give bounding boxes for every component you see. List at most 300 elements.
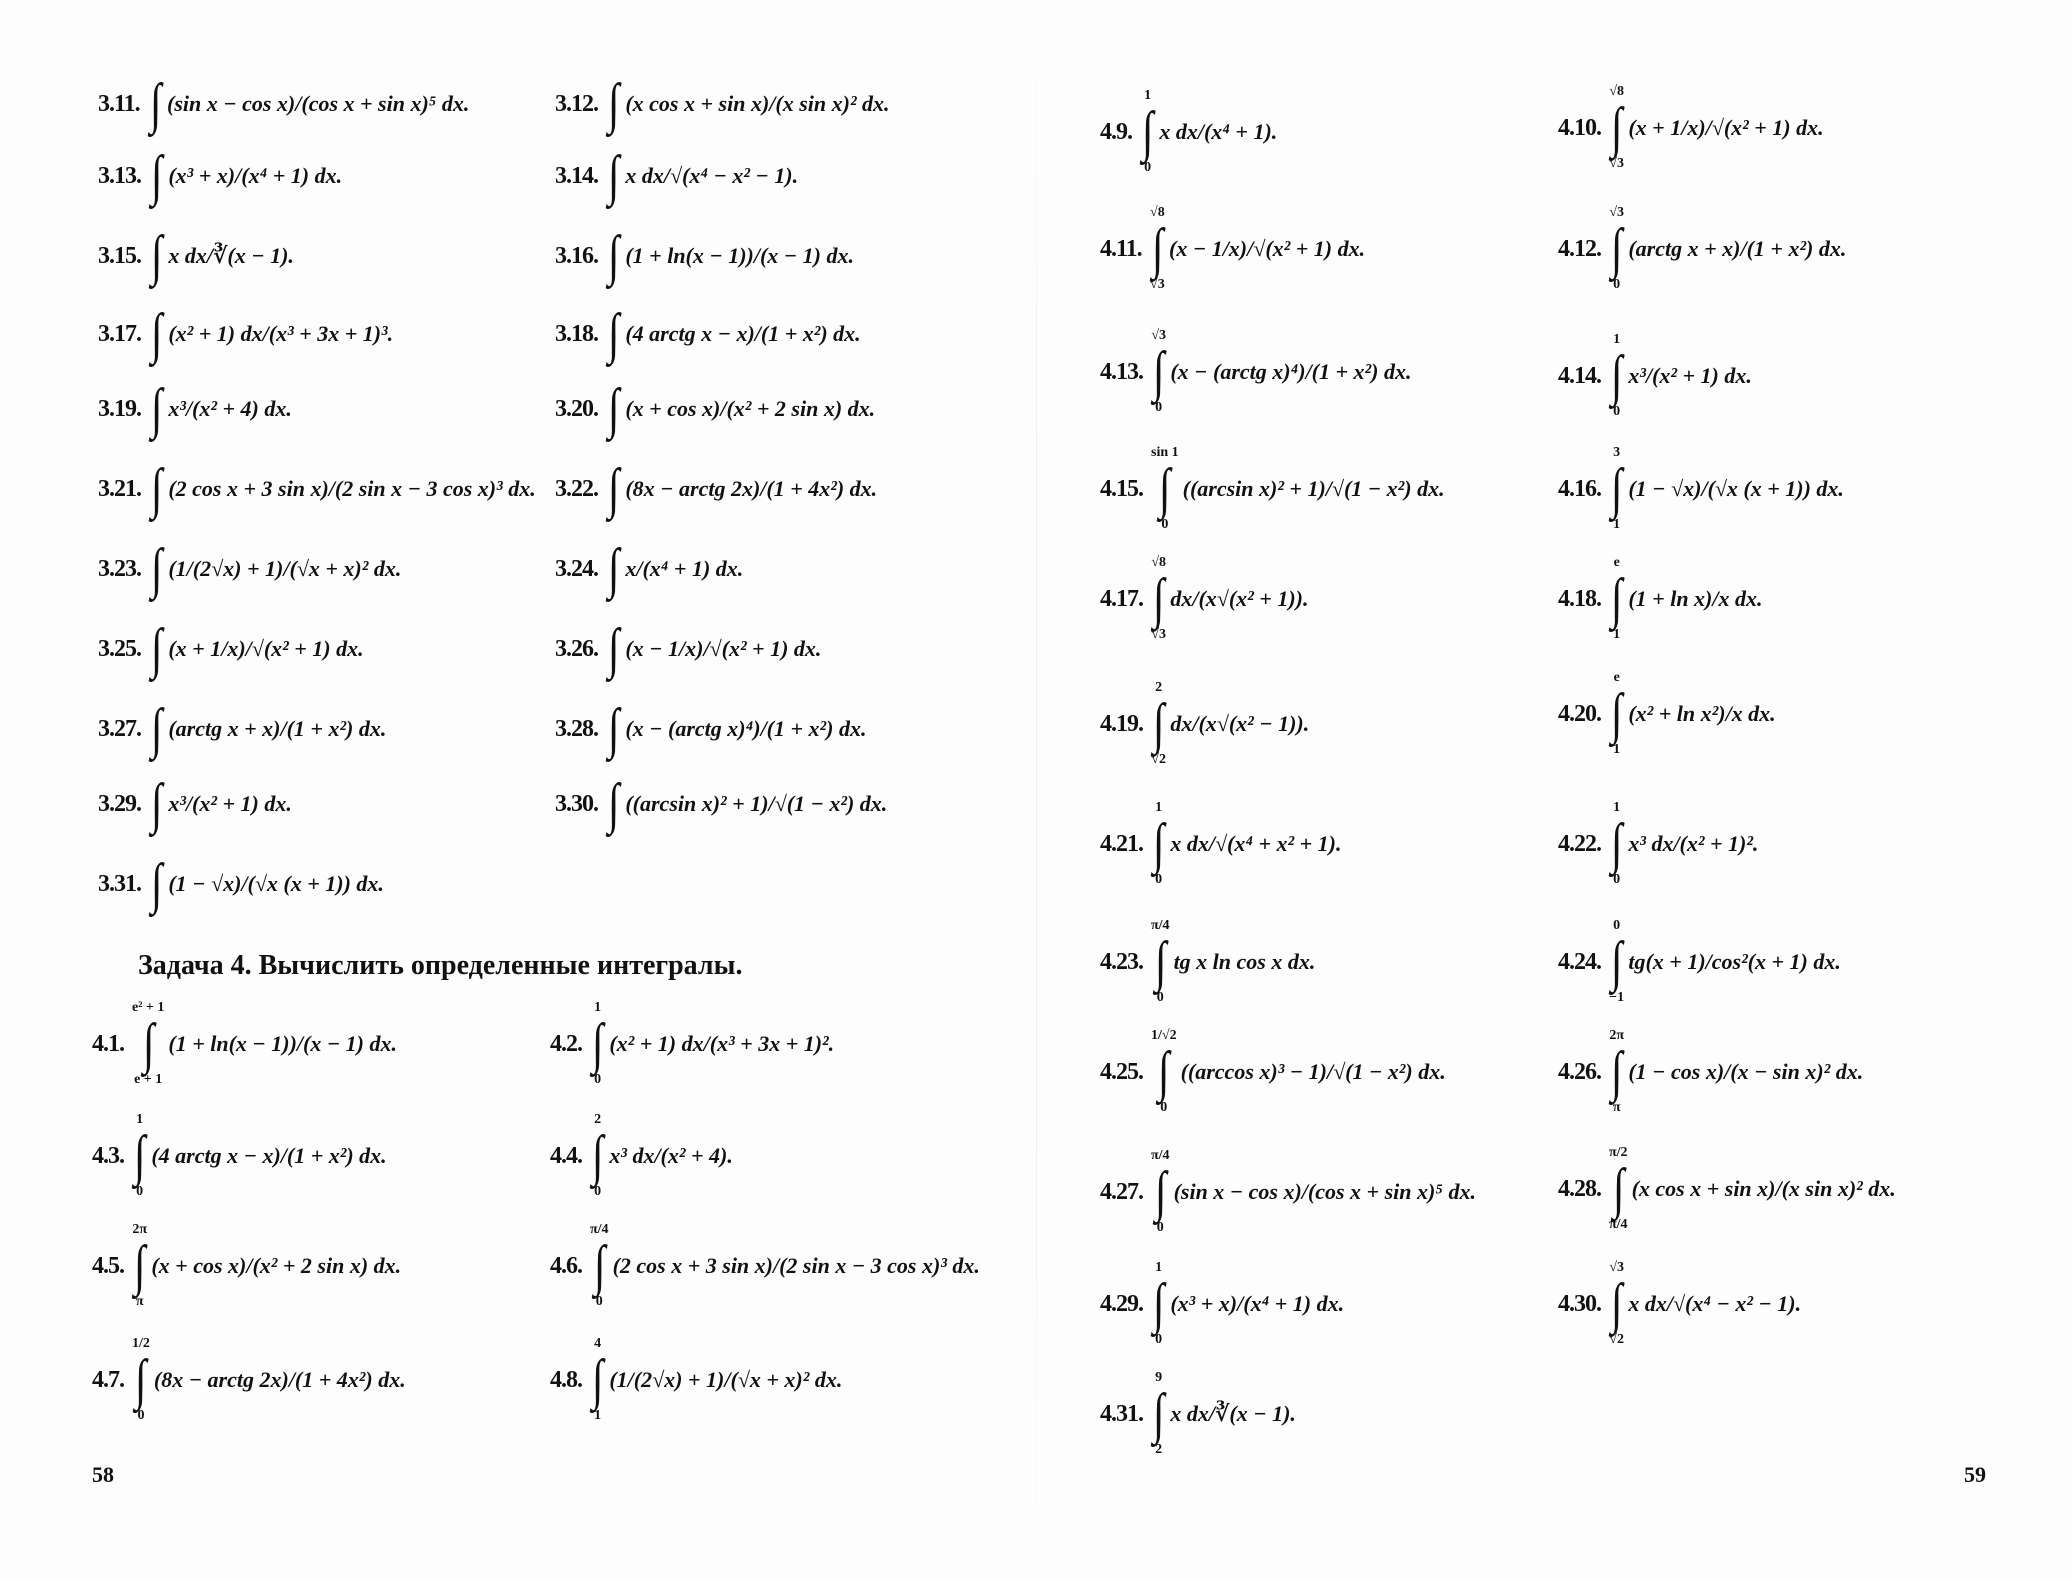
integral-symbol-icon: ∫ — [135, 1349, 147, 1411]
problem-4-24 — [1558, 918, 1841, 1006]
problem-4-10 — [1558, 84, 1824, 172]
integral-symbol-icon: ∫ — [1610, 458, 1623, 520]
integral-sign-group — [606, 760, 621, 848]
problem-3-20 — [555, 365, 875, 453]
problem-number: 3.20. — [555, 395, 598, 422]
problem-4-14 — [1558, 332, 1752, 420]
lower-limit: 0 — [136, 1184, 144, 1199]
problem-4-28 — [1558, 1145, 1896, 1233]
integrand-expression: (x³ + x)/(x⁴ + 1) dx. — [1170, 1291, 1345, 1316]
problem-4-30 — [1558, 1260, 1801, 1348]
integral-symbol-icon: ∫ — [591, 1013, 604, 1075]
lower-limit: √3 — [1609, 156, 1625, 171]
integrand-expression: x dx/∛(x − 1). — [168, 243, 294, 268]
integrand-expression: (x − (arctg x)⁴)/(1 + x²) dx. — [625, 716, 867, 741]
integral-sign-group — [1609, 205, 1624, 293]
integral-symbol-icon: ∫ — [1152, 813, 1165, 875]
problem-4-23 — [1100, 918, 1315, 1006]
integral-sign-group — [1140, 88, 1155, 176]
integral-sign-group — [590, 1222, 609, 1310]
problem-number: 4.17. — [1100, 585, 1143, 612]
integrand-expression: tg x ln cos x dx. — [1173, 949, 1316, 974]
integral-symbol-icon: ∫ — [150, 698, 163, 760]
problem-number: 4.15. — [1100, 475, 1143, 502]
integrand-expression: (x + 1/x)/√(x² + 1) dx. — [1628, 115, 1824, 140]
integral-sign-group — [1151, 680, 1166, 768]
problem-number: 3.24. — [555, 555, 598, 582]
section-heading: Задача 4. Вычислить определенные интегралы. — [138, 950, 743, 981]
problem-number: 4.5. — [92, 1252, 124, 1279]
integral-sign-group — [606, 132, 621, 220]
integral-sign-group — [132, 1336, 150, 1424]
problem-number: 3.21. — [98, 475, 141, 502]
integral-sign-group — [1151, 1148, 1170, 1236]
integrand-expression: (1/(2√x) + 1)/(√x + x)² dx. — [168, 556, 402, 581]
integrand-expression: (x cos x + sin x)/(x sin x)² dx. — [625, 91, 890, 116]
integrand-expression: (2 cos x + 3 sin x)/(2 sin x − 3 cos x)³ dx. — [168, 476, 536, 501]
problem-number: 3.25. — [98, 635, 141, 662]
lower-limit: 0 — [594, 1184, 602, 1199]
problem-number: 4.4. — [550, 1142, 582, 1169]
lower-limit: 1 — [1613, 517, 1621, 532]
integrand-expression: (1 − cos x)/(x − sin x)² dx. — [1628, 1059, 1864, 1084]
integral-sign-group — [149, 365, 164, 453]
integral-symbol-icon: ∫ — [1152, 341, 1165, 403]
problem-4-26 — [1558, 1028, 1863, 1116]
integrand-expression: (x² + 1) dx/(x³ + 3x + 1)³. — [168, 321, 394, 346]
integrand-expression: (1 + ln(x − 1))/(x − 1) dx. — [625, 243, 854, 268]
integral-symbol-icon: ∫ — [1610, 1041, 1623, 1103]
lower-limit: 0 — [1613, 872, 1621, 887]
lower-limit: √2 — [1609, 1332, 1625, 1347]
integrand-expression: x³ dx/(x² + 4). — [609, 1143, 733, 1168]
integral-symbol-icon: ∫ — [607, 458, 620, 520]
integral-symbol-icon: ∫ — [1158, 1041, 1170, 1103]
page-number-left: 58 — [92, 1462, 114, 1487]
problem-number: 4.27. — [1100, 1178, 1143, 1205]
problem-4-4 — [550, 1112, 733, 1200]
integrand-expression: x dx/(x⁴ + 1). — [1159, 119, 1278, 144]
integral-sign-group — [590, 1112, 605, 1200]
integral-sign-group — [149, 212, 164, 300]
integral-symbol-icon: ∫ — [607, 618, 620, 680]
integral-symbol-icon: ∫ — [1152, 1273, 1165, 1335]
problem-4-13 — [1100, 328, 1411, 416]
lower-limit: 0 — [1144, 160, 1152, 175]
problem-number: 4.31. — [1100, 1400, 1143, 1427]
integral-sign-group — [1609, 800, 1624, 888]
integrand-expression: dx/(x√(x² − 1)). — [1170, 711, 1310, 736]
problem-number: 3.29. — [98, 790, 141, 817]
integral-sign-group — [1151, 555, 1166, 643]
problem-3-31 — [98, 840, 384, 928]
problem-4-8 — [550, 1336, 842, 1424]
problem-number: 3.26. — [555, 635, 598, 662]
upper-limit: 1 — [1144, 88, 1152, 103]
problem-4-11 — [1100, 205, 1365, 293]
integrand-expression: (4 arctg x − x)/(1 + x²) dx. — [625, 321, 861, 346]
integrand-expression: (arctg x + x)/(1 + x²) dx. — [168, 716, 387, 741]
lower-limit: 1 — [1613, 627, 1621, 642]
integral-sign-group — [132, 1112, 147, 1200]
integrand-expression: (sin x − cos x)/(cos x + sin x)⁵ dx. — [1173, 1179, 1476, 1204]
integral-sign-group — [149, 760, 164, 848]
problem-number: 3.18. — [555, 320, 598, 347]
integral-sign-group — [1609, 332, 1624, 420]
integral-symbol-icon: ∫ — [1152, 693, 1165, 755]
integral-symbol-icon: ∫ — [1610, 813, 1623, 875]
problem-number: 4.22. — [1558, 830, 1601, 857]
lower-limit: 0 — [1155, 1332, 1163, 1347]
problem-number: 4.13. — [1100, 358, 1143, 385]
integrand-expression: ((arccos x)³ − 1)/√(1 − x²) dx. — [1180, 1059, 1446, 1084]
integrand-expression: (x − 1/x)/√(x² + 1) dx. — [1169, 236, 1366, 261]
integral-sign-group — [149, 132, 164, 220]
problem-number: 3.22. — [555, 475, 598, 502]
lower-limit: 0 — [1155, 872, 1163, 887]
upper-limit: π/2 — [1609, 1145, 1628, 1160]
integrand-expression: tg(x + 1)/cos²(x + 1) dx. — [1628, 949, 1841, 974]
problem-3-19 — [98, 365, 292, 453]
integrand-expression: (1 − √x)/(√x (x + 1)) dx. — [168, 871, 384, 896]
problem-number: 3.31. — [98, 870, 141, 897]
lower-limit: e + 1 — [134, 1072, 163, 1087]
problem-number: 4.10. — [1558, 114, 1601, 141]
lower-limit: 2 — [1155, 1442, 1163, 1457]
lower-limit: 1 — [594, 1408, 602, 1423]
integrand-expression: x dx/∛(x − 1). — [1170, 1401, 1296, 1426]
upper-limit: √8 — [1609, 84, 1625, 99]
upper-limit: 1/√2 — [1151, 1028, 1177, 1043]
integrand-expression: (x − (arctg x)⁴)/(1 + x²) dx. — [1170, 359, 1412, 384]
integrand-expression: (8x − arctg 2x)/(1 + 4x²) dx. — [625, 476, 878, 501]
upper-limit: π/4 — [590, 1222, 609, 1237]
integral-symbol-icon: ∫ — [1612, 1158, 1625, 1220]
integral-sign-group — [1150, 205, 1165, 293]
integral-symbol-icon: ∫ — [150, 538, 163, 600]
integral-symbol-icon: ∫ — [150, 225, 163, 287]
lower-limit: 0 — [137, 1408, 145, 1423]
integral-sign-group — [606, 525, 621, 613]
integral-symbol-icon: ∫ — [150, 773, 163, 835]
integral-symbol-icon: ∫ — [1152, 1383, 1165, 1445]
upper-limit: π/4 — [1151, 918, 1170, 933]
problem-number: 3.17. — [98, 320, 141, 347]
integral-symbol-icon: ∫ — [607, 225, 620, 287]
integral-sign-group — [1609, 84, 1624, 172]
integral-symbol-icon: ∫ — [1610, 683, 1623, 745]
problem-number: 4.30. — [1558, 1290, 1601, 1317]
integral-symbol-icon: ∫ — [133, 1125, 146, 1187]
lower-limit: π — [1612, 1100, 1621, 1115]
integrand-expression: (1 − √x)/(√x (x + 1)) dx. — [1628, 476, 1844, 501]
integrand-expression: (x² + 1) dx/(x³ + 3x + 1)². — [609, 1031, 835, 1056]
problem-4-20 — [1558, 670, 1776, 758]
problem-4-22 — [1558, 800, 1758, 888]
problem-number: 4.2. — [550, 1030, 582, 1057]
problem-3-22 — [555, 445, 877, 533]
problem-4-15 — [1100, 445, 1445, 533]
upper-limit: 1/2 — [132, 1336, 150, 1351]
upper-limit: sin 1 — [1151, 445, 1179, 460]
integrand-expression: (1 + ln x)/x dx. — [1628, 586, 1763, 611]
integral-sign-group — [132, 1000, 164, 1088]
integrand-expression: (arctg x + x)/(1 + x²) dx. — [1628, 236, 1847, 261]
upper-limit: e — [1613, 670, 1620, 685]
integrand-expression: (x² + ln x²)/x dx. — [1628, 701, 1776, 726]
integrand-expression: x/(x⁴ + 1) dx. — [625, 556, 744, 581]
integral-sign-group — [1151, 1028, 1177, 1116]
problem-number: 4.9. — [1100, 118, 1132, 145]
problem-4-31 — [1100, 1370, 1296, 1458]
integral-symbol-icon: ∫ — [1610, 931, 1623, 993]
integral-sign-group — [606, 212, 621, 300]
problem-number: 4.14. — [1558, 362, 1601, 389]
problem-4-19 — [1100, 680, 1309, 768]
integral-symbol-icon: ∫ — [142, 1013, 154, 1075]
problem-number: 4.7. — [92, 1366, 124, 1393]
problem-3-30 — [555, 760, 887, 848]
integrand-expression: (1 + ln(x − 1))/(x − 1) dx. — [168, 1031, 398, 1056]
problem-4-16 — [1558, 445, 1844, 533]
integral-symbol-icon: ∫ — [1610, 1273, 1623, 1335]
lower-limit: 0 — [1160, 1100, 1168, 1115]
problem-3-25 — [98, 605, 364, 693]
problem-4-9 — [1100, 88, 1277, 176]
problem-number: 4.8. — [550, 1366, 582, 1393]
integral-sign-group — [1609, 555, 1624, 643]
integrand-expression: (x cos x + sin x)/(x sin x)² dx. — [1631, 1176, 1896, 1201]
upper-limit: 1 — [1613, 800, 1621, 815]
problem-number: 4.19. — [1100, 710, 1143, 737]
upper-limit: 4 — [594, 1336, 602, 1351]
integrand-expression: x dx/√(x⁴ − x² − 1). — [1628, 1291, 1802, 1316]
integral-sign-group — [149, 840, 164, 928]
upper-limit: 1 — [1613, 332, 1621, 347]
problem-number: 3.15. — [98, 242, 141, 269]
problem-number: 4.26. — [1558, 1058, 1601, 1085]
integral-symbol-icon: ∫ — [150, 853, 163, 915]
problem-3-15 — [98, 212, 294, 300]
lower-limit: √3 — [1150, 277, 1165, 292]
integral-symbol-icon: ∫ — [607, 773, 620, 835]
integrand-expression: (2 cos x + 3 sin x)/(2 sin x − 3 cos x)³ dx. — [612, 1253, 980, 1278]
integral-symbol-icon: ∫ — [1154, 931, 1167, 993]
integral-sign-group — [1609, 1028, 1624, 1116]
problem-4-6 — [550, 1222, 980, 1310]
lower-limit: π — [135, 1294, 144, 1309]
problem-3-26 — [555, 605, 821, 693]
integral-symbol-icon: ∫ — [607, 538, 620, 600]
lower-limit: 0 — [595, 1294, 603, 1309]
integral-symbol-icon: ∫ — [1154, 1161, 1167, 1223]
problem-4-12 — [1558, 205, 1846, 293]
integrand-expression: (x − 1/x)/√(x² + 1) dx. — [625, 636, 822, 661]
problem-number: 3.28. — [555, 715, 598, 742]
integral-symbol-icon: ∫ — [133, 1235, 146, 1297]
upper-limit: 1 — [1155, 800, 1163, 815]
integral-sign-group — [1151, 1260, 1166, 1348]
lower-limit: −1 — [1609, 990, 1625, 1005]
integrand-expression: (x + cos x)/(x² + 2 sin x) dx. — [625, 396, 876, 421]
upper-limit: e — [1613, 555, 1620, 570]
integral-symbol-icon: ∫ — [150, 303, 163, 365]
integral-sign-group — [1609, 445, 1624, 533]
upper-limit: π/4 — [1151, 1148, 1170, 1163]
problem-3-24 — [555, 525, 743, 613]
integral-sign-group — [149, 525, 164, 613]
problem-number: 3.27. — [98, 715, 141, 742]
upper-limit: 2π — [1609, 1028, 1624, 1043]
integrand-expression: dx/(x√(x² + 1)). — [1170, 586, 1309, 611]
integral-sign-group — [606, 365, 621, 453]
integrand-expression: x³ dx/(x² + 1)². — [1628, 831, 1759, 856]
integral-sign-group — [606, 445, 621, 533]
problem-3-13 — [98, 132, 342, 220]
integral-sign-group — [606, 605, 621, 693]
integrand-expression: (1/(2√x) + 1)/(√x + x)² dx. — [609, 1367, 843, 1392]
integral-symbol-icon: ∫ — [1151, 218, 1164, 280]
problem-number: 3.19. — [98, 395, 141, 422]
problem-number: 4.1. — [92, 1030, 124, 1057]
integral-sign-group — [1609, 1145, 1628, 1233]
problem-number: 4.29. — [1100, 1290, 1143, 1317]
upper-limit: √3 — [1609, 1260, 1625, 1275]
integral-symbol-icon: ∫ — [1152, 568, 1165, 630]
integral-symbol-icon: ∫ — [1610, 568, 1623, 630]
integral-symbol-icon: ∫ — [150, 378, 163, 440]
problem-number: 3.12. — [555, 90, 598, 117]
integral-sign-group — [149, 605, 164, 693]
integral-symbol-icon: ∫ — [150, 618, 163, 680]
upper-limit: 2π — [132, 1222, 147, 1237]
integral-sign-group — [149, 445, 164, 533]
integral-symbol-icon: ∫ — [149, 73, 162, 135]
integral-symbol-icon: ∫ — [591, 1125, 604, 1187]
problem-number: 3.13. — [98, 162, 141, 189]
problem-3-23 — [98, 525, 401, 613]
problem-number: 4.3. — [92, 1142, 124, 1169]
integrand-expression: (x + cos x)/(x² + 2 sin x) dx. — [151, 1253, 402, 1278]
integral-symbol-icon: ∫ — [1159, 458, 1171, 520]
upper-limit: 2 — [1155, 680, 1163, 695]
problem-3-16 — [555, 212, 854, 300]
problem-number: 4.28. — [1558, 1175, 1601, 1202]
page-gutter — [1036, 0, 1037, 1579]
upper-limit: 3 — [1613, 445, 1621, 460]
upper-limit: √8 — [1151, 555, 1167, 570]
integrand-expression: x dx/√(x⁴ + x² + 1). — [1170, 831, 1342, 856]
lower-limit: √3 — [1151, 627, 1167, 642]
problem-4-29 — [1100, 1260, 1344, 1348]
integral-sign-group — [1151, 800, 1166, 888]
integral-symbol-icon: ∫ — [150, 458, 163, 520]
problem-4-17 — [1100, 555, 1308, 643]
integral-symbol-icon: ∫ — [591, 1349, 604, 1411]
lower-limit: 0 — [594, 1072, 602, 1087]
lower-limit: 0 — [1161, 517, 1169, 532]
problem-4-25 — [1100, 1028, 1446, 1116]
problem-number: 3.30. — [555, 790, 598, 817]
integral-symbol-icon: ∫ — [1610, 345, 1623, 407]
integral-sign-group — [1151, 328, 1166, 416]
problem-number: 3.23. — [98, 555, 141, 582]
integrand-expression: ((arcsin x)² + 1)/√(1 − x²) dx. — [1182, 476, 1445, 501]
integral-symbol-icon: ∫ — [1610, 97, 1623, 159]
lower-limit: 0 — [1156, 1220, 1164, 1235]
integral-symbol-icon: ∫ — [593, 1235, 606, 1297]
problem-number: 4.11. — [1100, 235, 1142, 262]
upper-limit: √8 — [1150, 205, 1165, 220]
problem-4-18 — [1558, 555, 1763, 643]
upper-limit: 0 — [1613, 918, 1621, 933]
upper-limit: e² + 1 — [132, 1000, 165, 1015]
problem-number: 3.14. — [555, 162, 598, 189]
integral-symbol-icon: ∫ — [607, 145, 620, 207]
problem-number: 4.6. — [550, 1252, 582, 1279]
lower-limit: 1 — [1613, 742, 1621, 757]
problem-4-27 — [1100, 1148, 1476, 1236]
problem-number: 4.18. — [1558, 585, 1601, 612]
upper-limit: 2 — [594, 1112, 602, 1127]
integrand-expression: (x³ + x)/(x⁴ + 1) dx. — [168, 163, 343, 188]
problem-4-5 — [92, 1222, 401, 1310]
integral-sign-group — [1609, 1260, 1624, 1348]
lower-limit: 0 — [1156, 990, 1164, 1005]
problem-3-21 — [98, 445, 536, 533]
problem-number: 4.23. — [1100, 948, 1143, 975]
integral-sign-group — [1151, 445, 1179, 533]
integral-sign-group — [590, 1336, 605, 1424]
lower-limit: 0 — [1613, 277, 1621, 292]
problem-number: 4.12. — [1558, 235, 1601, 262]
integrand-expression: ((arcsin x)² + 1)/√(1 − x²) dx. — [625, 791, 888, 816]
upper-limit: 1 — [1155, 1260, 1163, 1275]
upper-limit: √3 — [1151, 328, 1167, 343]
problem-4-1 — [92, 1000, 397, 1088]
integral-sign-group — [1609, 670, 1624, 758]
problem-number: 4.16. — [1558, 475, 1601, 502]
integrand-expression: x³/(x² + 4) dx. — [168, 396, 292, 421]
upper-limit: 1 — [136, 1112, 144, 1127]
integral-symbol-icon: ∫ — [607, 378, 620, 440]
integral-symbol-icon: ∫ — [1610, 218, 1623, 280]
problem-number: 3.16. — [555, 242, 598, 269]
problem-number: 4.21. — [1100, 830, 1143, 857]
problem-3-14 — [555, 132, 798, 220]
integral-symbol-icon: ∫ — [607, 303, 620, 365]
problem-4-7 — [92, 1336, 406, 1424]
problem-4-3 — [92, 1112, 387, 1200]
problem-4-21 — [1100, 800, 1342, 888]
problem-number: 3.11. — [98, 90, 140, 117]
integrand-expression: x³/(x² + 1) dx. — [168, 791, 292, 816]
integrand-expression: x dx/√(x⁴ − x² − 1). — [625, 163, 799, 188]
integrand-expression: (x + 1/x)/√(x² + 1) dx. — [168, 636, 364, 661]
lower-limit: 0 — [1613, 404, 1621, 419]
integral-sign-group — [1151, 918, 1170, 1006]
integral-sign-group — [1151, 1370, 1166, 1458]
integral-sign-group — [1609, 918, 1624, 1006]
upper-limit: √3 — [1609, 205, 1625, 220]
integral-symbol-icon: ∫ — [1141, 101, 1154, 163]
upper-limit: 1 — [594, 1000, 602, 1015]
lower-limit: π/4 — [1609, 1217, 1628, 1232]
integral-symbol-icon: ∫ — [607, 698, 620, 760]
problem-4-2 — [550, 1000, 834, 1088]
integrand-expression: x³/(x² + 1) dx. — [1628, 363, 1752, 388]
integral-sign-group — [590, 1000, 605, 1088]
